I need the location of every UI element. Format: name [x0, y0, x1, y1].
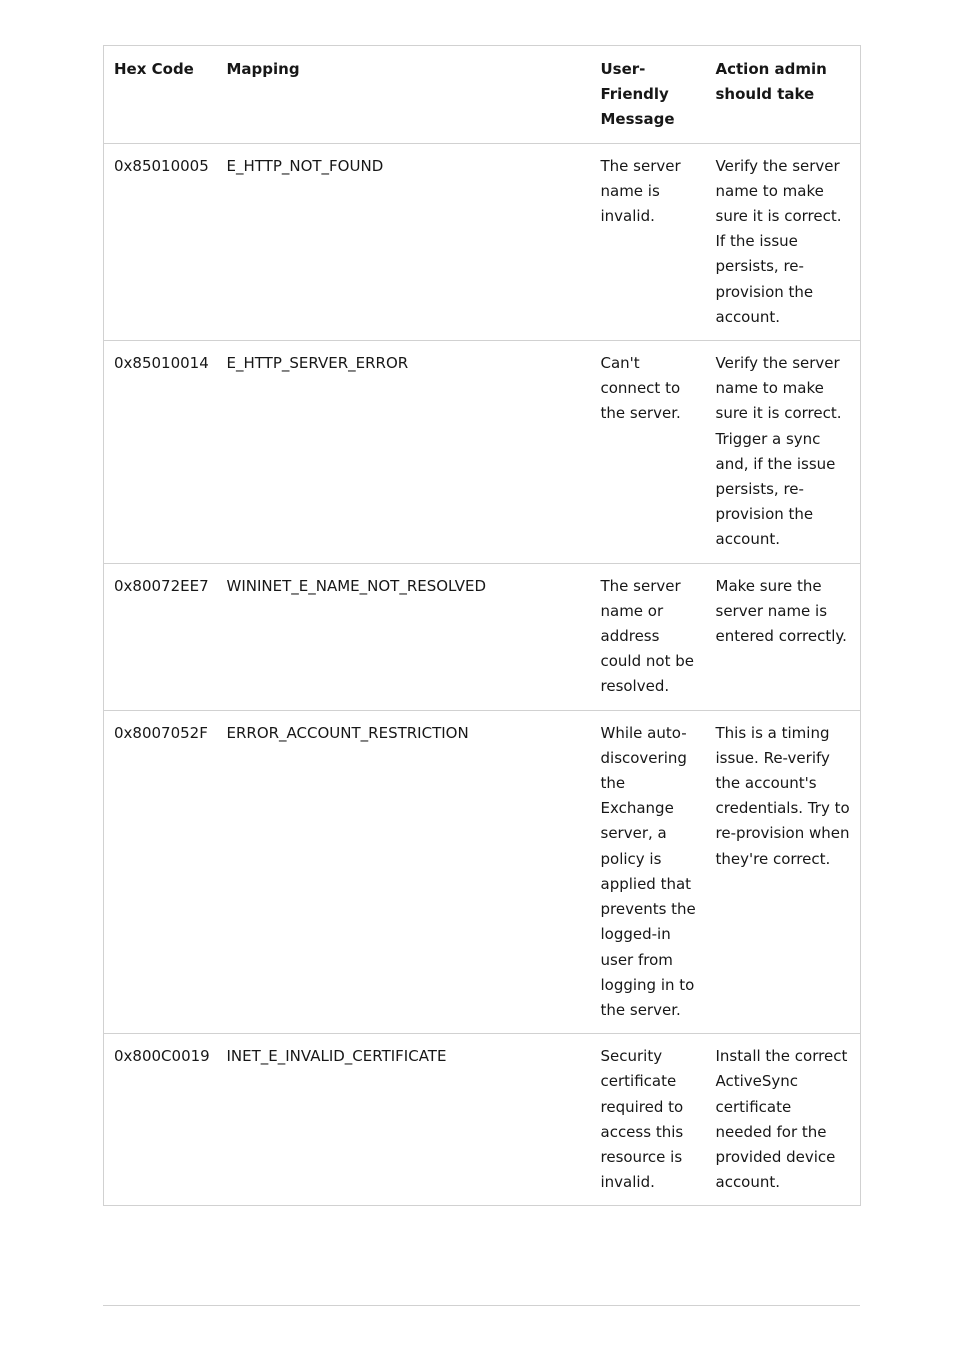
- message-cell: While auto-discovering the Exchange server, a policy is applied that prevents the logged-in user from logging in to the server.: [600, 723, 696, 1019]
- action-cell: Install the correct ActiveSync certificate needed for the provided device account.: [715, 1047, 848, 1192]
- action-cell: Verify the server name to make sure it is correct. Trigger a sync and, if the issue persists, re-provision the account.: [715, 354, 842, 549]
- hex-code-cell: 0x800C0019: [114, 1047, 210, 1066]
- table-row: [104, 143, 861, 340]
- hex-code-cell: 0x85010014: [114, 354, 209, 373]
- mapping-cell: E_HTTP_SERVER_ERROR: [226, 354, 409, 373]
- message-cell: The server name or address could not be resolved.: [600, 576, 694, 696]
- header-row: [104, 46, 861, 144]
- error-code-table: [103, 45, 861, 1206]
- action-cell: This is a timing issue. Re-verify the account's credentials. Try to re-provision when they're correct.: [715, 723, 850, 868]
- header-user-friendly-message: User-Friendly Message: [600, 60, 675, 129]
- action-cell: Verify the server name to make sure it is correct. If the issue persists, re-provision the account.: [715, 156, 842, 326]
- action-cell: Make sure the server name is entered correctly.: [715, 576, 847, 646]
- message-cell: Can't connect to the server.: [600, 354, 681, 423]
- table-row: [104, 563, 861, 710]
- header-mapping: Mapping: [226, 60, 300, 78]
- mapping-cell: E_HTTP_NOT_FOUND: [226, 156, 384, 175]
- table-row: [104, 710, 861, 1033]
- hex-code-cell: 0x8007052F: [114, 723, 208, 742]
- mapping-cell: ERROR_ACCOUNT_RESTRICTION: [226, 723, 469, 742]
- table-row: [104, 341, 861, 564]
- header-admin-action: Action admin should take: [715, 60, 827, 104]
- hex-code-cell: 0x85010005: [114, 156, 209, 175]
- mapping-cell: WININET_E_NAME_NOT_RESOLVED: [226, 576, 487, 595]
- footer-divider: [103, 1305, 860, 1306]
- mapping-cell: INET_E_INVALID_CERTIFICATE: [226, 1047, 447, 1066]
- message-cell: The server name is invalid.: [600, 156, 681, 226]
- hex-code-cell: 0x80072EE7: [114, 576, 209, 595]
- table-row: [104, 1034, 861, 1206]
- header-hex-code: Hex Code: [114, 60, 194, 78]
- message-cell: Security certificate required to access this resource is invalid.: [600, 1047, 684, 1192]
